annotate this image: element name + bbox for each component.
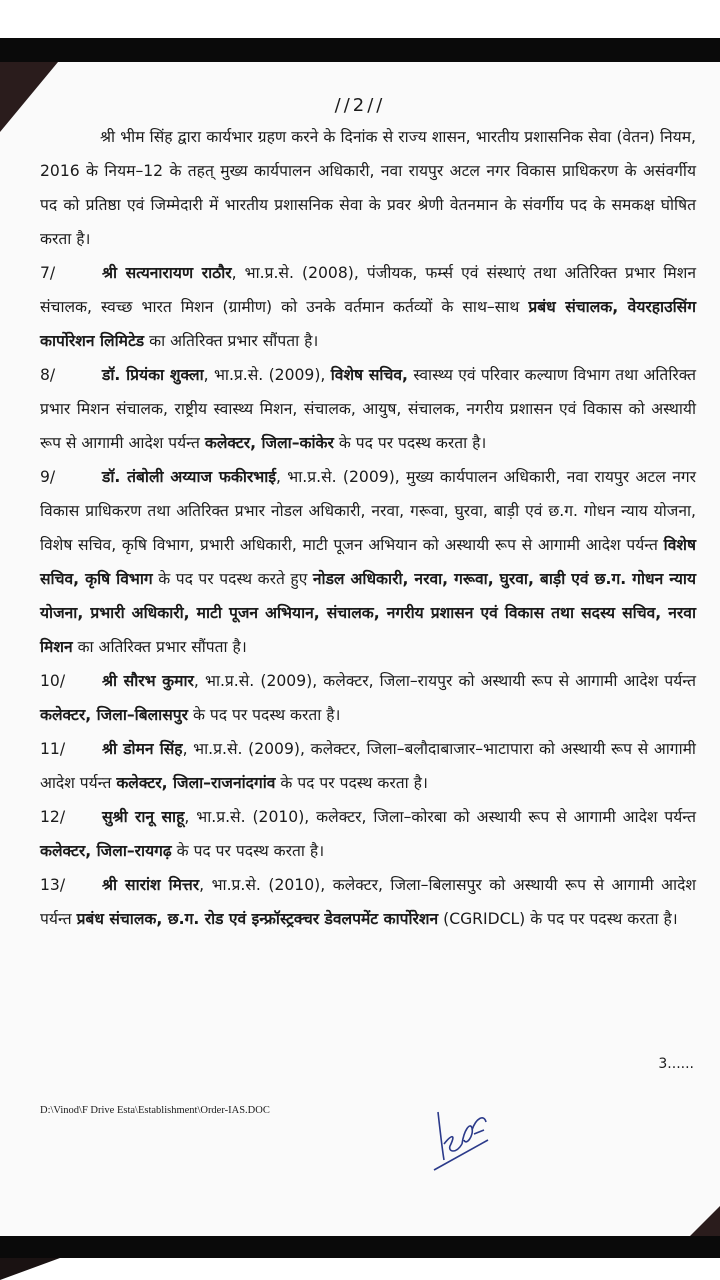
bold-text: डॉ. प्रियंका शुक्ला [102,366,204,384]
item-text: , भा.प्र.से. (2009), कलेक्टर, जिला–रायपुर को अस्थायी रूप से आगामी आदेश पर्यन्त [193,672,696,690]
bold-text: डॉ. तंबोली अय्याज फकीरभाई [102,468,276,486]
bold-text: श्री सत्यनारायण राठौर [102,264,232,282]
item-text: , भा.प्र.से. (2009), कलेक्टर, जिला–बलौदाबाजार–भाटापारा को अस्थायी रूप से आगामी आदेश पर्यन्त [40,740,696,792]
order-item [40,256,696,358]
item-number: 12/ [40,808,66,826]
bold-text: विशेष सचिव, [330,366,408,384]
item-text: का अतिरिक्त प्रभार सौंपता है। [72,638,247,656]
order-item [40,664,696,732]
bold-text: विशेष सचिव, कृषि विभाग [40,536,696,588]
bold-text: श्री डोमन सिंह [102,740,183,758]
intro-paragraph: श्री भीम सिंह द्वारा कार्यभार ग्रहण करने के दिनांक से राज्य शासन, भारतीय प्रशासनिक सेवा (वेतन) नियम, 2016 के नियम–12 के तहत् मुख्य कार्यपालन अधिकारी, नवा रायपुर अटल नगर विकास प्राधिकरण के असंवर्गीय पद को प्रतिष्ठा एवं जिम्मेदारी में भारतीय प्रशासनिक सेवा के प्रवर श्रेणी वेतनमान के संवर्गीय पद के समकक्ष घोषित करता है। [40,128,696,248]
order-item [40,800,696,868]
item-text: के पद पर पदस्थ करता है। [333,434,487,452]
item-number: 8/ [40,366,56,384]
item-text: के पद पर पदस्थ करता है। [171,842,325,860]
bold-text: कलेक्टर, जिला–रायगढ़ [40,842,172,860]
order-body [40,120,696,936]
item-text: , भा.प्र.से. (2009), [203,366,331,384]
bold-text: श्री सारांश मित्तर [102,876,200,894]
order-item [40,460,696,664]
order-item [40,732,696,800]
item-text: , भा.प्र.से. (2010), कलेक्टर, जिला–बिलासपुर को अस्थायी रूप से आगामी आदेश पर्यन्त [40,876,696,928]
item-text: के पद पर पदस्थ करता है। [188,706,341,724]
item-text: के पद पर पदस्थ करते हुए [152,570,313,588]
bold-text: कलेक्टर, जिला–राजनांदगांव [116,774,276,792]
item-text: , भा.प्र.से. (2009), मुख्य कार्यपालन अधिकारी, नवा रायपुर अटल नगर विकास प्राधिकरण तथा अतिरिक्त प्रभार नोडल अधिकारी, नरवा, गरूवा, घुरवा, बाड़ी एवं छ.ग. गोधन न्याय योजना, विशेष सचिव, कृषि विभाग, प्रभारी अधिकारी, माटी पूजन अभियान को अस्थायी रूप से आगामी आदेश पर्यन्त [40,468,697,554]
top-black-border [0,38,720,62]
item-text: के पद पर पदस्थ करता है। [275,774,428,792]
bold-text: नोडल अधिकारी, नरवा, गरूवा, घुरवा, बाड़ी एवं छ.ग. गोधन न्याय योजना, प्रभारी अधिकारी, माटी पूजन अभियान, संचालक, नगरीय प्रशासन एवं विकास तथा सदस्य सचिव, नरवा मिशन [40,570,696,656]
bottom-black-border [0,1236,720,1258]
item-text: का अतिरिक्त प्रभार सौंपता है। [144,332,319,350]
page-number: //2// [334,95,386,116]
item-number: 10/ [40,672,66,690]
bold-text: कलेक्टर, जिला–कांकेर [204,434,334,452]
corner-shadow [690,1206,720,1236]
handwritten-signature [428,1100,494,1174]
order-item [40,868,696,936]
continuation-marker: 3...... [658,1056,694,1072]
item-number: 11/ [40,740,66,758]
item-number: 9/ [40,468,56,486]
item-text: , भा.प्र.से. (2010), कलेक्टर, जिला–कोरबा को अस्थायी रूप से आगामी आदेश पर्यन्त [184,808,696,826]
file-path-footer: D:\Vinod\F Drive Esta\Establishment\Order-IAS.DOC [40,1105,270,1116]
bold-text: श्री सौरभ कुमार [102,672,194,690]
order-items-list [40,256,696,936]
item-number: 7/ [40,264,56,282]
item-text: , भा.प्र.से. (2008), पंजीयक, फर्म्स एवं संस्थाएं तथा अतिरिक्त प्रभार मिशन संचालक, स्वच्छ भारत मिशन (ग्रामीण) को उनके वर्तमान कर्तव्यों के साथ–साथ [40,264,696,316]
corner-shadow [0,1258,60,1280]
bold-text: प्रबंध संचालक, वेयरहाउसिंग कार्पोरेशन लिमिटेड [40,298,696,350]
item-number: 13/ [40,876,66,894]
bold-text: कलेक्टर, जिला–बिलासपुर [40,706,188,724]
order-item [40,358,696,460]
item-text: स्वास्थ्य एवं परिवार कल्याण विभाग तथा अतिरिक्त प्रभार मिशन संचालक, राष्ट्रीय स्वास्थ्य मिशन, संचालक, आयुष, संचालक, नगरीय प्रशासन एवं विकास को अस्थायी रूप से आगामी आदेश पर्यन्त [40,366,696,452]
bold-text: प्रबंध संचालक, छ.ग. रोड एवं इन्फ्रॉस्ट्रक्चर डेवलपमेंट कार्पोरेशन [76,910,439,928]
bold-text: सुश्री रानू साहू [102,808,185,826]
item-text: (CGRIDCL) के पद पर पदस्थ करता है। [438,910,678,928]
